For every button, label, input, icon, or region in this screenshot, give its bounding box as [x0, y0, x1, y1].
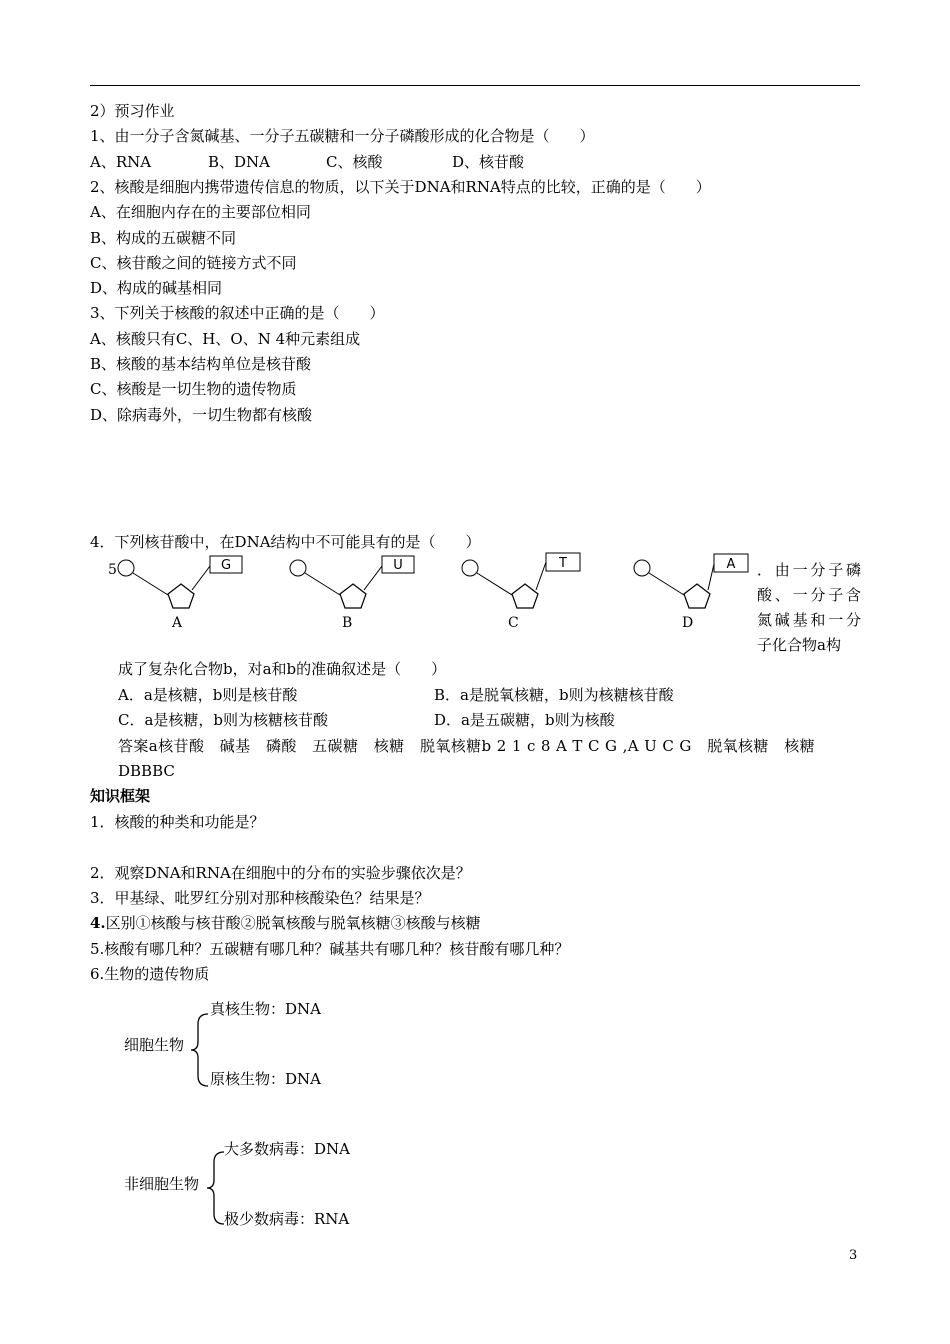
cellular-bottom: 原核生物：DNA	[210, 1070, 321, 1088]
nucleotide-label: A	[172, 615, 183, 631]
pentose-pentagon	[340, 584, 366, 608]
nucleotide-c	[462, 553, 580, 631]
q5-option-a: A．a是核糖，b则是核苷酸	[118, 686, 298, 704]
base-letter: G	[220, 558, 232, 573]
q2-option-c: C、核苷酸之间的链接方式不同	[90, 254, 297, 272]
q5-stem: 成了复杂化合物b，对a和b的准确叙述是（ ）	[118, 660, 447, 678]
q5-option-c: C．a是核糖，b则为核糖核苷酸	[118, 711, 329, 729]
nucleotide-a	[118, 556, 242, 631]
nucleotide-label: D	[682, 615, 694, 631]
pentose-pentagon	[684, 584, 710, 608]
item-4-text: 区别①核酸与核苷酸②脱氧核酸与脱氧核糖③核酸与核糖	[105, 914, 481, 932]
section-title: 2）预习作业	[90, 102, 175, 120]
phosphate-circle	[290, 560, 306, 576]
header-rule	[90, 85, 860, 86]
q3-option-c: C、核酸是一切生物的遗传物质	[90, 380, 297, 398]
q1-stem: 1、由一分子含氮碱基、一分子五碳糖和一分子磷酸形成的化合物是（ ）	[90, 127, 595, 145]
q3-stem: 3、下列关于核酸的叙述中正确的是（ ）	[90, 304, 385, 322]
framework-item-5: 5.核酸有哪几种？五碳糖有哪几种？碱基共有哪几种？核苷酸有哪几种？	[90, 940, 570, 958]
item-4-number: 4.	[90, 914, 106, 932]
framework-item-6: 6.生物的遗传物质	[90, 965, 210, 983]
base-letter: U	[393, 558, 403, 573]
q3-option-b: B、核酸的基本结构单位是核苷酸	[90, 355, 312, 373]
nucleotide-label: B	[342, 615, 353, 631]
framework-item-3: 3．甲基绿、吡罗红分别对那种核酸染色？结果是？	[90, 889, 430, 907]
base-letter: T	[559, 556, 567, 571]
q5-side-text: ．由一分子磷酸、一分子含氮碱基和一分子化合物a构	[757, 561, 861, 654]
nucleotide-label: C	[508, 615, 519, 631]
q1-options	[90, 152, 524, 172]
nucleotide-diagram	[108, 550, 758, 640]
nucleotide-b	[290, 556, 414, 631]
q2-option-b: B、构成的五碳糖不同	[90, 229, 237, 247]
cellular-label: 细胞生物	[124, 1036, 185, 1054]
noncellular-top: 大多数病毒：DNA	[224, 1140, 350, 1158]
q2-stem: 2、核酸是细胞内携带遗传信息的物质，以下关于DNA和RNA特点的比较，正确的是（ ）	[90, 178, 711, 196]
q4-stem: 4．下列核苷酸中，在DNA结构中不可能具有的是（ ）	[90, 533, 481, 551]
answers-line-2: DBBBC	[118, 762, 175, 780]
phosphate-circle	[634, 560, 650, 576]
q1-option-a: A、RNA	[90, 153, 152, 171]
q5-option-b: B．a是脱氧核糖，b则为核糖核苷酸	[434, 686, 674, 704]
phosphate-circle	[118, 560, 134, 576]
q1-option-d: D、核苷酸	[452, 153, 525, 171]
diagram-prefix: 5	[108, 562, 117, 578]
q5-options-row1	[118, 685, 674, 705]
q1-option-c: C、核酸	[326, 153, 383, 171]
noncellular-bottom: 极少数病毒：RNA	[224, 1210, 350, 1228]
q2-option-a: A、在细胞内存在的主要部位相同	[90, 203, 311, 221]
q3-option-a: A、核酸只有C、H、O、N 4种元素组成	[90, 330, 361, 348]
framework-item-4	[90, 913, 481, 933]
page-number: 3	[849, 1248, 858, 1263]
q1-option-b: B、DNA	[208, 153, 271, 171]
noncellular-label: 非细胞生物	[124, 1175, 200, 1193]
q5-options-row2	[118, 710, 615, 730]
phosphate-circle	[462, 560, 478, 576]
cellular-top: 真核生物：DNA	[210, 1000, 321, 1018]
answers-line-1: 答案a核苷酸 碱基 磷酸 五碳糖 核糖 脱氧核糖b 2 1 c 8 A T C G ,A U C G 脱氧核糖 核糖	[118, 737, 815, 755]
q5-option-d: D．a是五碳糖，b则为核酸	[434, 711, 615, 729]
q3-option-d: D、除病毒外，一切生物都有核酸	[90, 406, 313, 424]
framework-item-2: 2．观察DNA和RNA在细胞中的分布的实验步骤依次是？	[90, 864, 471, 882]
framework-title: 知识框架	[90, 787, 151, 805]
pentose-pentagon	[512, 584, 538, 608]
pentose-pentagon	[168, 584, 194, 608]
framework-item-1: 1．核酸的种类和功能是？	[90, 813, 265, 831]
base-letter: A	[726, 557, 736, 572]
nucleotide-d	[634, 554, 748, 631]
q2-option-d: D、构成的碱基相同	[90, 279, 223, 297]
